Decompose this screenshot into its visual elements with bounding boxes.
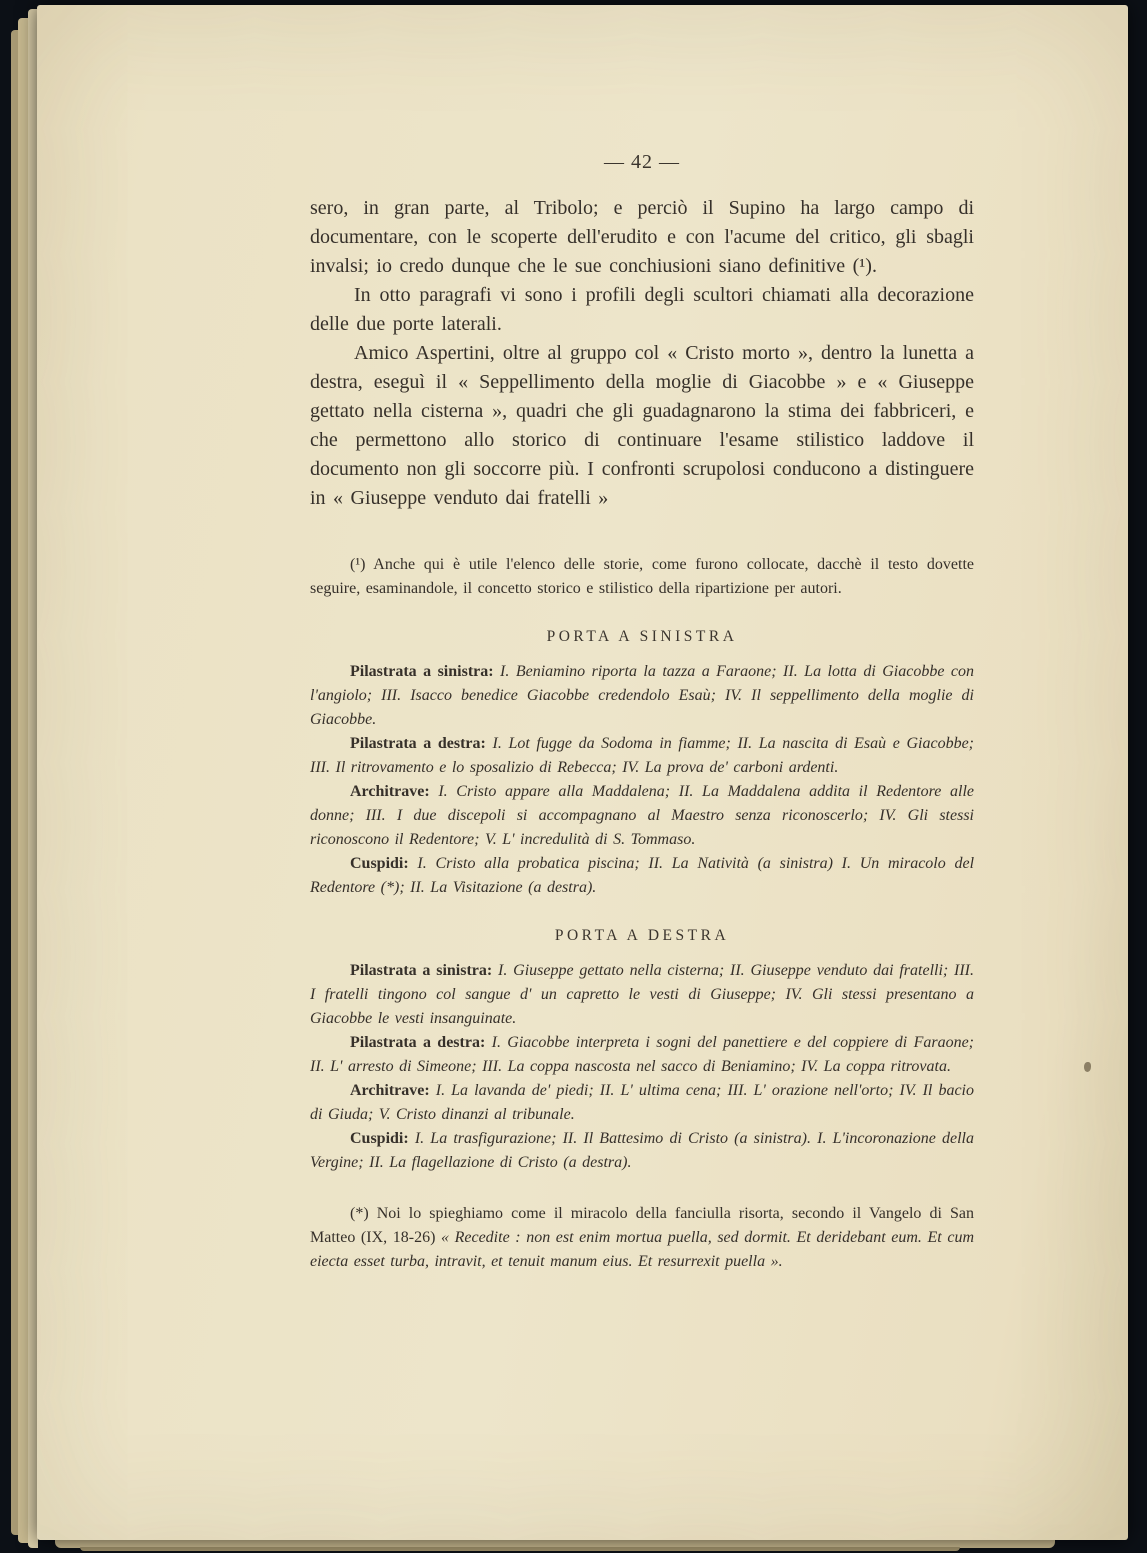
entry-label: Pilastrata a sinistra: xyxy=(350,962,493,979)
footnote-intro: (¹) Anche qui è utile l'elenco delle storie, come furono collocate, dacchè il testo dovette seguire, esaminandole, il concetto storico e stilistico della ripartizione per autori. xyxy=(310,556,974,597)
body-paragraph: In otto paragrafi vi sono i profili degli scultori chiamati alla decorazione delle due porte laterali. xyxy=(310,284,974,335)
entry-text: I. Cristo alla probatica piscina; II. La Natività (a sinistra) I. Un miracolo del Redentore (*); II. La Visitazione (a destra). xyxy=(310,855,975,896)
footnote-entry xyxy=(310,1127,974,1175)
entry-text: I. Giuseppe gettato nella cisterna; II. Giuseppe venduto dai fratelli; III. I fratelli tingono col sangue d' un capretto le vesti di Giuseppe; IV. Gli stessi presentano a Giacobbe le vesti insanguinate. xyxy=(310,962,975,1027)
book-pages-edge-middle xyxy=(18,18,28,1543)
entry-label: Cuspidi: xyxy=(350,855,409,872)
asterisk-note xyxy=(310,1202,974,1274)
book-page xyxy=(37,5,1128,1540)
asterisk-note-lead: (*) Noi lo spieghiamo come il miracolo della fanciulla risorta, secondo il Vangelo di San Matteo (IX, 18-26) xyxy=(310,1205,974,1246)
body-paragraph: sero, in gran parte, al Tribolo; e perciò il Supino ha largo campo di documentare, con le scoperte dell'erudito e con l'acume del critico, gli sbagli invalsi; io credo dunque che le sue conchiusioni siano definitive (¹). xyxy=(310,197,974,277)
entry-text: I. Beniamino riporta la tazza a Faraone; II. La lotta di Giacobbe con l'angiolo; III. Isacco benedice Giacobbe credendolo Esaù; IV. Il seppellimento della moglie di Giacobbe. xyxy=(310,663,975,728)
page-content xyxy=(310,151,974,1274)
entry-text: I. Giacobbe interpreta i sogni del panettiere e del coppiere di Faraone; II. L' arresto di Simeone; III. La coppa nascosta nel sacco di Beniamino; IV. La coppa ritrovata. xyxy=(310,1034,974,1075)
entry-label: Architrave: xyxy=(350,783,430,800)
entry-label: Cuspidi: xyxy=(350,1130,409,1147)
section-heading-porta-a-sinistra: PORTA A SINISTRA xyxy=(546,628,738,645)
footnote-entry xyxy=(310,959,974,1031)
page-number: — 42 — xyxy=(604,151,680,173)
section-heading-porta-a-destra: PORTA A DESTRA xyxy=(554,927,730,944)
entry-text: I. La lavanda de' piedi; II. L' ultima cena; III. L' orazione nell'orto; IV. Il bacio di Giuda; V. Cristo dinanzi al tribunale. xyxy=(310,1082,975,1123)
page-speck xyxy=(1084,1062,1091,1072)
footnote-entry xyxy=(310,780,974,852)
entry-text: I. Lot fugge da Sodoma in fiamme; II. La nascita di Esaù e Giacobbe; III. Il ritrovamento e lo sposalizio di Rebecca; IV. La prova de' carboni ardenti. xyxy=(310,735,975,776)
entry-text: I. Cristo appare alla Maddalena; II. La Maddalena addita il Redentore alle donne; III. I due discepoli si accompagnano al Maestro senza riconoscerlo; IV. Gli stessi riconoscono il Redentore; V. L' incredulità di S. Tommaso. xyxy=(310,783,975,848)
entry-label: Architrave: xyxy=(350,1082,430,1099)
book-pages-edge-outer xyxy=(11,30,18,1535)
body-paragraph: Amico Aspertini, oltre al gruppo col « Cristo morto », dentro la lunetta a destra, eseguì il « Seppellimento della moglie di Giacobbe » e « Giuseppe gettato nella cisterna », quadri che gli guadagnarono la stima dei fabbriceri, e che permettono allo storico di continuare l'esame stilistico laddove il documento non gli soccorre più. I confronti scrupolosi conducono a distinguere in « Giuseppe venduto dai fratelli » xyxy=(310,342,974,509)
footnote-entry xyxy=(310,1079,974,1127)
entry-label: Pilastrata a destra: xyxy=(350,1034,486,1051)
footnote-entry xyxy=(310,1031,974,1079)
entry-label: Pilastrata a destra: xyxy=(350,735,486,752)
entry-text: I. La trasfigurazione; II. Il Battesimo di Cristo (a sinistra). I. L'incoronazione della Vergine; II. La flagellazione di Cristo (a destra). xyxy=(310,1130,974,1171)
footnote-entry xyxy=(310,852,974,900)
book-pages-bottom-edge-2 xyxy=(80,1547,960,1551)
footnote-entry xyxy=(310,660,974,732)
footnote-entry xyxy=(310,732,974,780)
entry-label: Pilastrata a sinistra: xyxy=(350,663,494,680)
asterisk-note-latin-quote: « Recedite : non est enim mortua puella, sed dormit. Et deridebant eum. Et cum eiecta esset turba, intravit, et tenuit manum eius. Et resurrexit puella ». xyxy=(310,1229,975,1270)
footnote-block xyxy=(310,553,974,1274)
